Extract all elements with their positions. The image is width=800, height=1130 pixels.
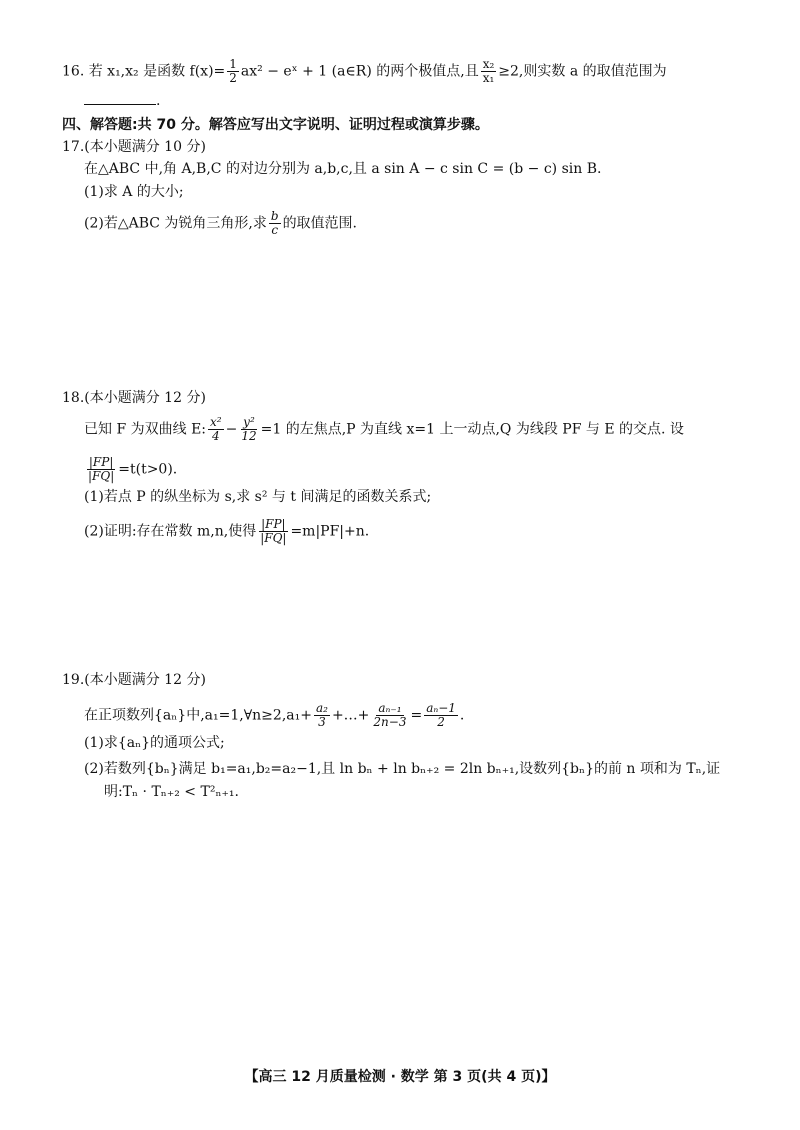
q16-answer-line xyxy=(84,92,160,110)
q19-part2-line2: 明:Tₙ · Tₙ₊₂ < T²ₙ₊₁. xyxy=(104,784,239,800)
q16-ratio-fraction xyxy=(481,58,497,85)
q17-stem: 在△ABC 中,角 A,B,C 的对边分别为 a,b,c,且 a sin A − c sin C = (b − c) sin B. xyxy=(84,161,602,177)
q19-end: . xyxy=(459,707,465,724)
q19-stem xyxy=(84,702,464,729)
q16-text-after: ≥2,则实数 a 的取值范围为 xyxy=(498,63,667,80)
q17-part2-after: 的取值范围. xyxy=(282,215,358,232)
q18-stem-before: 已知 F 为双曲线 E: xyxy=(84,421,207,438)
q16-half-num: 1 xyxy=(229,57,237,71)
q18-header: 18.(本小题满分 12 分) xyxy=(62,390,206,406)
q19-den2n3: 2n−3 xyxy=(373,715,407,729)
q19-an-fraction xyxy=(424,702,458,729)
q18-y2-fraction xyxy=(239,416,258,443)
q17-part2-den: c xyxy=(271,223,279,237)
q17-part1: (1)求 A 的大小; xyxy=(84,184,184,200)
q19-a2-fraction xyxy=(314,702,330,729)
q16-text-before: 若 x₁,x₂ 是函数 f(x)= xyxy=(88,63,226,80)
page-footer: 【高三 12 月质量检测 · 数学 第 3 页(共 4 页)】 xyxy=(244,1069,556,1085)
q18-stem-after: =1 的左焦点,P 为直线 x=1 上一动点,Q 为线段 PF 与 E 的交点. 设 xyxy=(260,421,684,438)
q16-ratio-num: x₂ xyxy=(482,57,495,71)
q18-part2-fp: |FP| xyxy=(261,517,286,531)
q19-three: 3 xyxy=(318,715,326,729)
q17-part2-before: (2)若△ABC 为锐角三角形,求 xyxy=(84,215,267,232)
q18-part2-before: (2)证明:存在常数 m,n,使得 xyxy=(84,523,257,540)
q19-an-minus1: aₙ−1 xyxy=(426,701,456,715)
q18-twelve: 12 xyxy=(241,429,257,443)
q16-ratio-den: x₁ xyxy=(482,71,495,85)
q18-fp: |FP| xyxy=(88,455,114,469)
q18-fq: |FQ| xyxy=(88,469,115,483)
q19-an1-fraction xyxy=(371,702,408,729)
q17-part2-fraction xyxy=(269,210,281,237)
q16-line xyxy=(62,58,667,85)
q17-part2 xyxy=(84,210,357,237)
q16-half-den: 2 xyxy=(229,71,237,85)
q19-stem-before: 在正项数列{aₙ}中,a₁=1,∀n≥2,a₁+ xyxy=(84,707,312,724)
q18-t-definition xyxy=(84,456,177,483)
q16-half-fraction xyxy=(227,58,239,85)
q16-answer-blank[interactable] xyxy=(84,92,156,105)
q18-part2-fraction xyxy=(258,518,288,545)
q19-eq: = xyxy=(410,707,423,724)
q16-text-mid: ax² − eˣ + 1 (a∈R) 的两个极值点,且 xyxy=(240,63,479,80)
section-4-title: 四、解答题:共 70 分。解答应写出文字说明、证明过程或演算步骤。 xyxy=(62,117,489,133)
q19-an1: aₙ₋₁ xyxy=(378,701,402,715)
q18-x2: x² xyxy=(210,415,222,429)
q18-part1: (1)若点 P 的纵坐标为 s,求 s² 与 t 间满足的函数关系式; xyxy=(84,489,432,505)
q16-number: 16. xyxy=(62,63,85,80)
q19-header: 19.(本小题满分 12 分) xyxy=(62,672,206,688)
q17-part2-num: b xyxy=(270,209,279,223)
q19-two: 2 xyxy=(437,715,445,729)
q18-t-def: =t(t>0). xyxy=(118,461,178,478)
q18-y2: y² xyxy=(243,415,255,429)
q18-four: 4 xyxy=(211,429,220,443)
q18-fp-fq-fraction xyxy=(86,456,116,483)
q19-a2: a₂ xyxy=(315,701,328,715)
q18-stem xyxy=(84,416,684,443)
q18-part2 xyxy=(84,518,369,545)
q17-header: 17.(本小题满分 10 分) xyxy=(62,139,206,155)
q18-part2-after: =m|PF|+n. xyxy=(290,523,370,540)
q19-part1: (1)求{aₙ}的通项公式; xyxy=(84,735,225,751)
q18-x2-fraction xyxy=(208,416,224,443)
q18-part2-fq: |FQ| xyxy=(260,531,287,545)
q16-blank-end: . xyxy=(156,93,161,109)
q18-minus: − xyxy=(225,421,238,438)
q19-dots: +…+ xyxy=(331,707,370,724)
q19-part2-line1: (2)若数列{bₙ}满足 b₁=a₁,b₂=a₂−1,且 ln bₙ + ln bₙ₊₂ = 2ln bₙ₊₁,设数列{bₙ}的前 n 项和为 Tₙ,证 xyxy=(84,761,721,777)
